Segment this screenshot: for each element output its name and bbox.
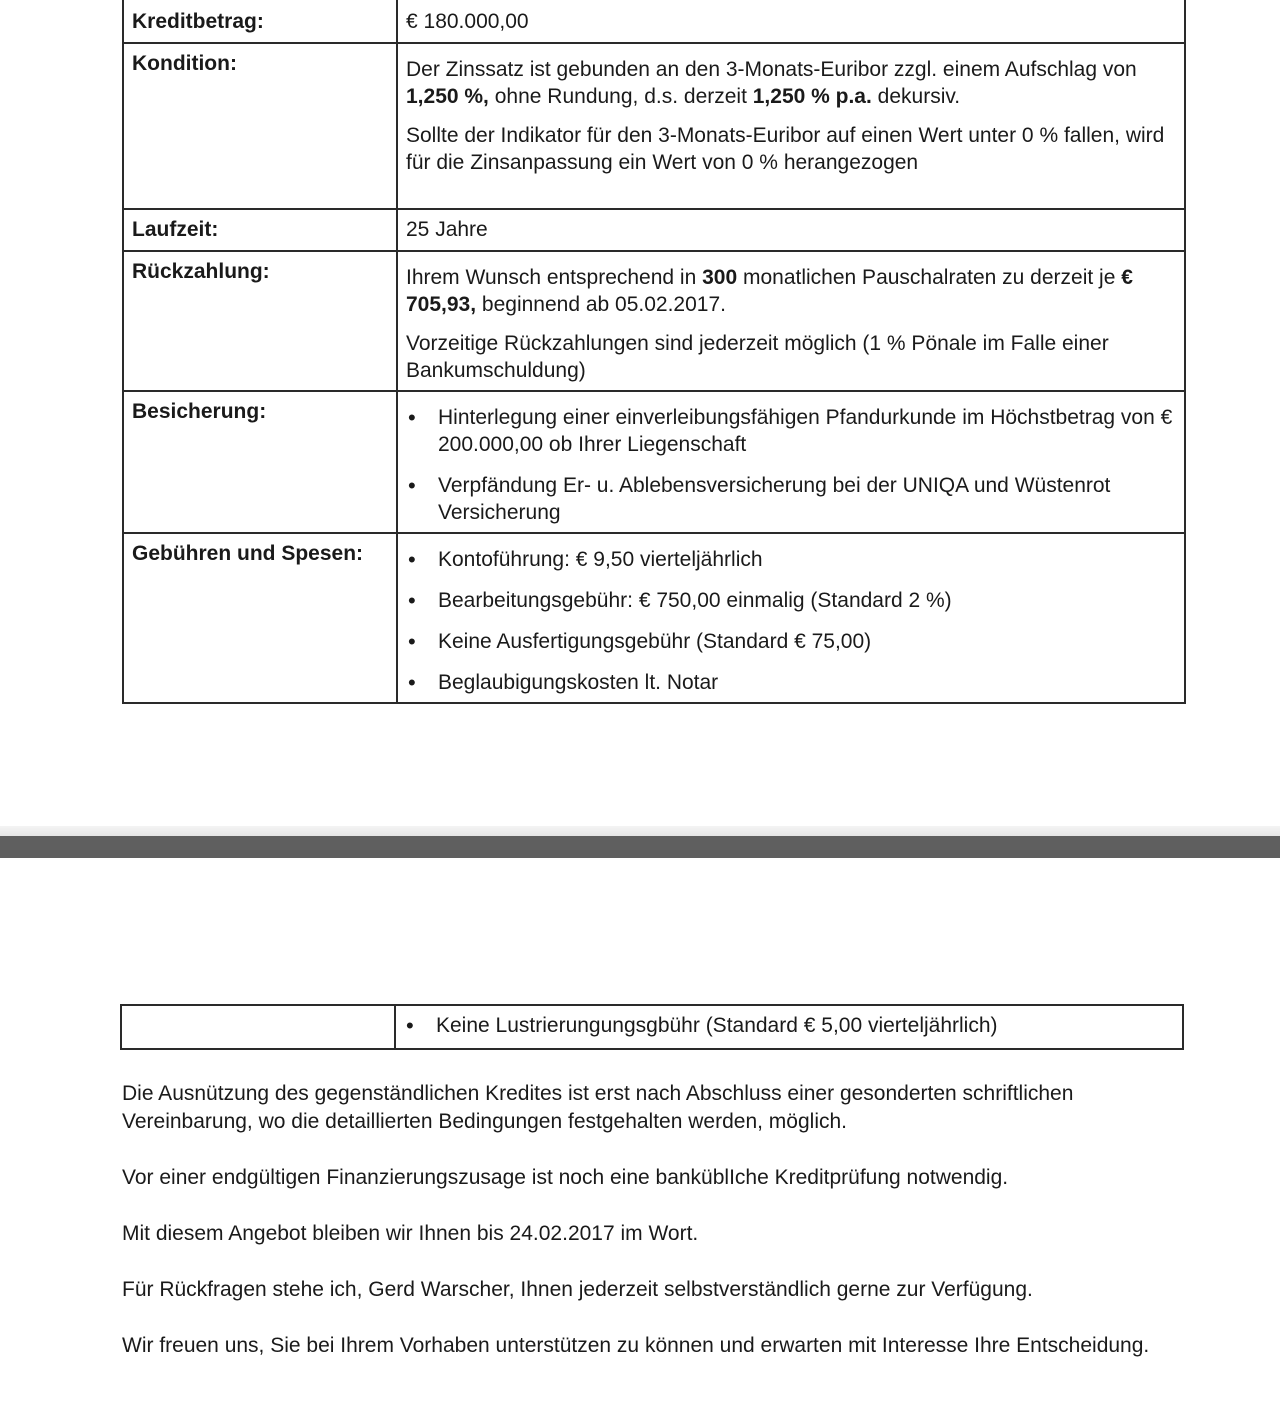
loan-terms-table bbox=[122, 0, 1186, 704]
closing-text bbox=[122, 1080, 1186, 1388]
euribor-floor-paragraph: Sollte der Indikator für den 3-Monats-Euribor auf einen Wert unter 0 % fallen, wird für die Zinsanpassung ein Wert von 0 % herangezogen bbox=[406, 124, 1165, 174]
early-repayment-paragraph: Vorzeitige Rückzahlungen sind jederzeit möglich (1 % Pönale im Falle einer Bankumschuldung) bbox=[406, 332, 1109, 382]
text-run: dekursiv. bbox=[871, 85, 961, 108]
text-run: beginnend ab 05.02.2017. bbox=[476, 293, 726, 316]
paragraph-utilization: Die Ausnützung des gegenständlichen Kredites ist erst nach Abschluss einer gesonderten schriftlichen Vereinbarung, wo die detaillierten Bedingungen festgehalten werden, möglich. bbox=[122, 1082, 1074, 1133]
table-row bbox=[123, 533, 1185, 703]
loan-terms-table-continued bbox=[120, 1004, 1184, 1050]
document-page-2 bbox=[0, 858, 1280, 1405]
table-row bbox=[123, 391, 1185, 533]
list-item: • Bearbeitungsgebühr: € 750,00 einmalig (Standard 2 %) bbox=[406, 587, 1176, 614]
label-laufzeit: Laufzeit: bbox=[123, 209, 397, 251]
value-rueckzahlung bbox=[397, 251, 1185, 391]
label-besicherung: Besicherung: bbox=[123, 391, 397, 533]
fees-list-continued bbox=[404, 1012, 1174, 1039]
value-continued-fees bbox=[395, 1005, 1183, 1049]
paragraph-contact: Für Rückfragen stehe ich, Gerd Warscher, Ihnen jederzeit selbstverständlich gerne zur Verfügung. bbox=[122, 1278, 1033, 1301]
table-row bbox=[123, 43, 1185, 209]
bold-rate-pa: 1,250 % p.a. bbox=[752, 85, 872, 108]
table-row bbox=[123, 209, 1185, 251]
page-separator bbox=[0, 826, 1280, 858]
empty-label-cell bbox=[121, 1005, 395, 1049]
table-row bbox=[121, 1005, 1183, 1049]
label-kreditbetrag: Kreditbetrag: bbox=[123, 0, 397, 43]
text-run: monatlichen Pauschalraten zu derzeit je bbox=[737, 266, 1122, 289]
label-rueckzahlung: Rückzahlung: bbox=[123, 251, 397, 391]
list-item: • Keine Lustrierungungsgbühr (Standard € 5,00 vierteljährlich) bbox=[404, 1012, 1174, 1039]
list-item: • Hinterlegung einer einverleibungsfähigen Pfandurkunde im Höchstbetrag von € 200.000,00 ob Ihrer Liegenschaft bbox=[406, 404, 1176, 458]
value-gebuehren bbox=[397, 533, 1185, 703]
text-run: ohne Rundung, d.s. derzeit bbox=[488, 85, 753, 108]
list-item: • Verpfändung Er- u. Ablebensversicherung bei der UNIQA und Wüstenrot Versicherung bbox=[406, 472, 1176, 526]
bold-rate: 1,250 %, bbox=[406, 85, 489, 108]
term-text: 25 Jahre bbox=[406, 218, 488, 241]
bold-installment: € 705,93, bbox=[406, 266, 1133, 316]
collateral-list bbox=[406, 398, 1176, 526]
value-kondition bbox=[397, 43, 1185, 209]
value-kreditbetrag bbox=[397, 0, 1185, 43]
list-item: • Beglaubigungskosten lt. Notar bbox=[406, 669, 1176, 696]
condition-paragraph bbox=[406, 50, 1176, 110]
value-laufzeit bbox=[397, 209, 1185, 251]
table-row bbox=[123, 0, 1185, 43]
amount-text: € 180.000,00 bbox=[406, 10, 529, 33]
fees-list bbox=[406, 540, 1176, 696]
bold-count: 300 bbox=[702, 266, 738, 289]
table-row bbox=[123, 251, 1185, 391]
page-edge-shadow bbox=[0, 826, 1280, 836]
text-run: Der Zinssatz ist gebunden an den 3-Monats-Euribor zzgl. einem Aufschlag von bbox=[406, 58, 1137, 81]
paragraph-credit-check: Vor einer endgültigen Finanzierungszusage ist noch eine banküblIche Kreditprüfung notwendig. bbox=[122, 1166, 1009, 1189]
label-kondition: Kondition: bbox=[123, 43, 397, 209]
list-item: • Kontoführung: € 9,50 vierteljährlich bbox=[406, 546, 1176, 573]
paragraph-offer-validity: Mit diesem Angebot bleiben wir Ihnen bis 24.02.2017 im Wort. bbox=[122, 1222, 699, 1245]
paragraph-closing: Wir freuen uns, Sie bei Ihrem Vorhaben unterstützen zu können und erwarten mit Interesse Ihre Entscheidung. bbox=[122, 1334, 1150, 1357]
page-gap-bar bbox=[0, 836, 1280, 858]
value-besicherung bbox=[397, 391, 1185, 533]
repayment-paragraph bbox=[406, 258, 1176, 318]
list-item: • Keine Ausfertigungsgebühr (Standard € 75,00) bbox=[406, 628, 1176, 655]
text-run: Ihrem Wunsch entsprechend in bbox=[406, 266, 703, 289]
label-gebuehren: Gebühren und Spesen: bbox=[123, 533, 397, 703]
